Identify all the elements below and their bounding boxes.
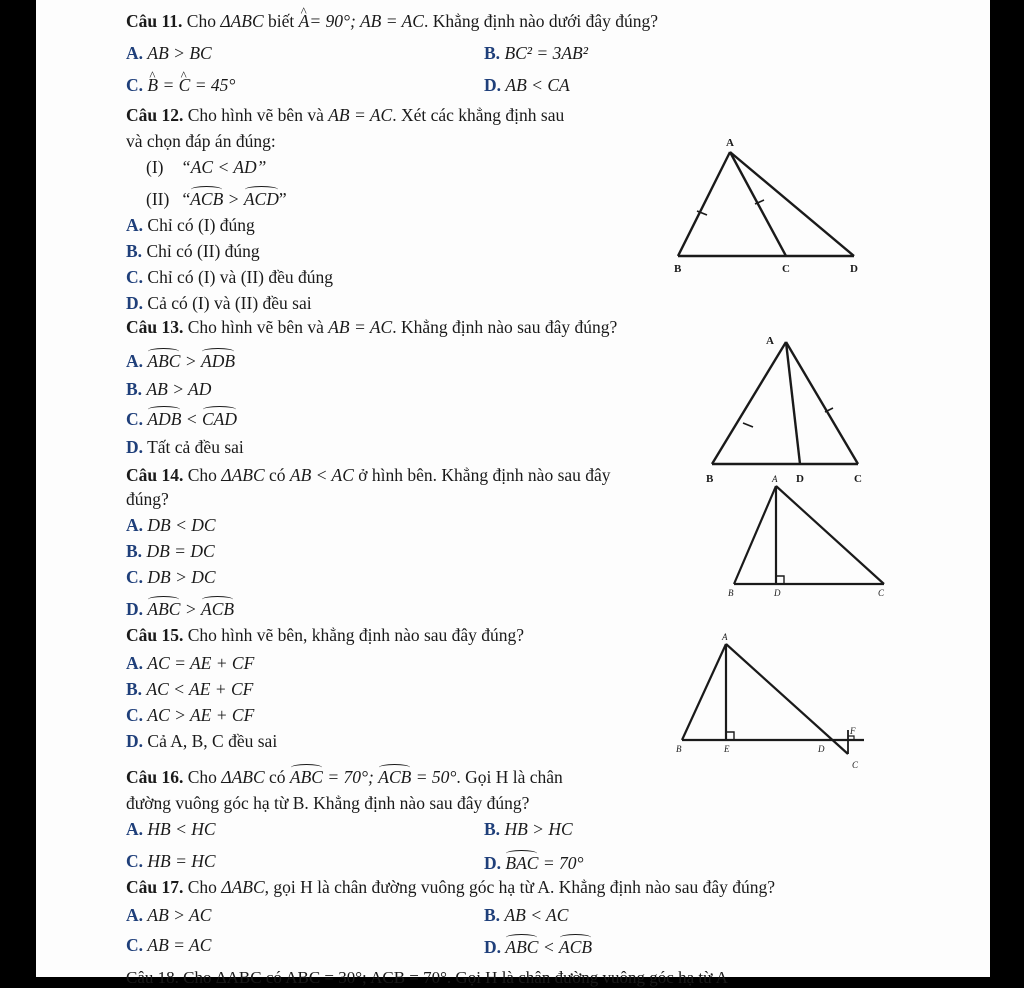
q12-statement-ii: (II) “ACB > ACD” — [146, 184, 287, 210]
q14-label-a: A — [772, 474, 778, 484]
q11-option-b[interactable]: B. BC² = 3AB² — [484, 43, 588, 63]
q11-stem: Câu 11. Cho ΔABC biết ^ A= 90°; AB = AC. Khẳng định nào dưới đây đúng? — [126, 10, 658, 32]
q15-label-c: C — [852, 760, 859, 770]
q13-option-c[interactable]: C. ADB < CAD — [126, 404, 237, 430]
q16-option-b[interactable]: B. HB > HC — [484, 819, 573, 839]
q12-option-a[interactable]: A. Chỉ có (I) đúng — [126, 215, 255, 235]
q15-figure — [672, 630, 872, 770]
q12-label-d: D — [850, 263, 858, 275]
q14-label-c: C — [878, 588, 885, 598]
q14-option-d[interactable]: D. ABC > ACB — [126, 594, 234, 620]
q13-option-a[interactable]: A. ABC > ADB — [126, 346, 235, 372]
q13-stem: Câu 13. Cho hình vẽ bên và AB = AC. Khẳng định nào sau đây đúng? — [126, 317, 618, 337]
q15-option-c[interactable]: C. AC > AE + CF — [126, 705, 255, 725]
q11-option-c[interactable]: C. ^ B = ^ C = 45° — [126, 74, 235, 96]
q15-label-e: E — [724, 744, 730, 754]
q13-label-a: A — [766, 335, 774, 347]
q16-stem: Câu 16. Cho ΔABC có ABC = 70°; ACB = 50°. Gọi H là chân — [126, 762, 563, 788]
q14-option-c[interactable]: C. DB > DC — [126, 567, 216, 587]
q15-option-d[interactable]: D. Cả A, B, C đều sai — [126, 731, 278, 751]
q17-option-a[interactable]: A. AB > AC — [126, 905, 212, 925]
q16-option-a[interactable]: A. HB < HC — [126, 819, 216, 839]
q16-option-c[interactable]: C. HB = HC — [126, 851, 216, 871]
q14-option-a[interactable]: A. DB < DC — [126, 515, 216, 535]
q11-option-a[interactable]: A. AB > BC — [126, 43, 212, 63]
q14-figure — [726, 474, 896, 602]
q13-label-c: C — [854, 473, 862, 485]
q17-option-b[interactable]: B. AB < AC — [484, 905, 569, 925]
q12-option-b[interactable]: B. Chỉ có (II) đúng — [126, 241, 260, 261]
q12-option-d[interactable]: D. Cả có (I) và (II) đều sai — [126, 293, 312, 313]
q16-option-d[interactable]: D. BAC = 70° — [484, 848, 584, 874]
q13-label-d: D — [796, 473, 804, 485]
q14-stem: Câu 14. Cho ΔABC có AB < AC ở hình bên. Khẳng định nào sau đây — [126, 465, 611, 485]
q12-stem: Câu 12. Cho hình vẽ bên và AB = AC. Xét các khẳng định sau — [126, 105, 565, 125]
q14-option-b[interactable]: B. DB = DC — [126, 541, 215, 561]
q12-label-a: A — [726, 137, 734, 149]
q14-label-d: D — [774, 588, 781, 598]
q11-option-d[interactable]: D. AB < CA — [484, 75, 570, 95]
q15-stem: Câu 15. Cho hình vẽ bên, khẳng định nào sau đây đúng? — [126, 625, 525, 645]
q17-stem: Câu 17. Cho ΔABC, gọi H là chân đường vuông góc hạ từ A. Khẳng định nào sau đây đúng? — [126, 877, 775, 897]
q15-label-b: B — [676, 744, 682, 754]
q14-label-b: B — [728, 588, 734, 598]
q13-option-d[interactable]: D. Tất cả đều sai — [126, 437, 244, 457]
q14-stem-line2: đúng? — [126, 489, 169, 509]
q13-label-b: B — [706, 473, 714, 485]
q16-stem-line2: đường vuông góc hạ từ B. Khẳng định nào sau đây đúng? — [126, 793, 530, 813]
q13-option-b[interactable]: B. AB > AD — [126, 379, 212, 399]
worksheet-page — [36, 0, 990, 987]
q12-statement-i: (I) “AC < AD” — [146, 157, 267, 177]
q17-option-d[interactable]: D. ABC < ACB — [484, 932, 592, 958]
q18-stem-cut-off: Câu 18. Cho ΔABC có ABC = 30°; ACB = 70°. Gọi H là chân đường vuông góc hạ từ A — [126, 968, 728, 987]
q15-label-d: D — [818, 744, 825, 754]
q15-label-f: F — [850, 726, 856, 736]
q15-option-b[interactable]: B. AC < AE + CF — [126, 679, 254, 699]
q12-stem-line2: và chọn đáp án đúng: — [126, 131, 276, 151]
q13-figure — [700, 326, 870, 486]
q15-label-a: A — [722, 632, 728, 642]
q12-label-c: C — [782, 263, 790, 275]
q12-figure — [664, 134, 874, 284]
q17-option-c[interactable]: C. AB = AC — [126, 935, 212, 955]
q12-option-c[interactable]: C. Chỉ có (I) và (II) đều đúng — [126, 267, 334, 287]
q12-label-b: B — [674, 263, 682, 275]
q15-option-a[interactable]: A. AC = AE + CF — [126, 653, 255, 673]
